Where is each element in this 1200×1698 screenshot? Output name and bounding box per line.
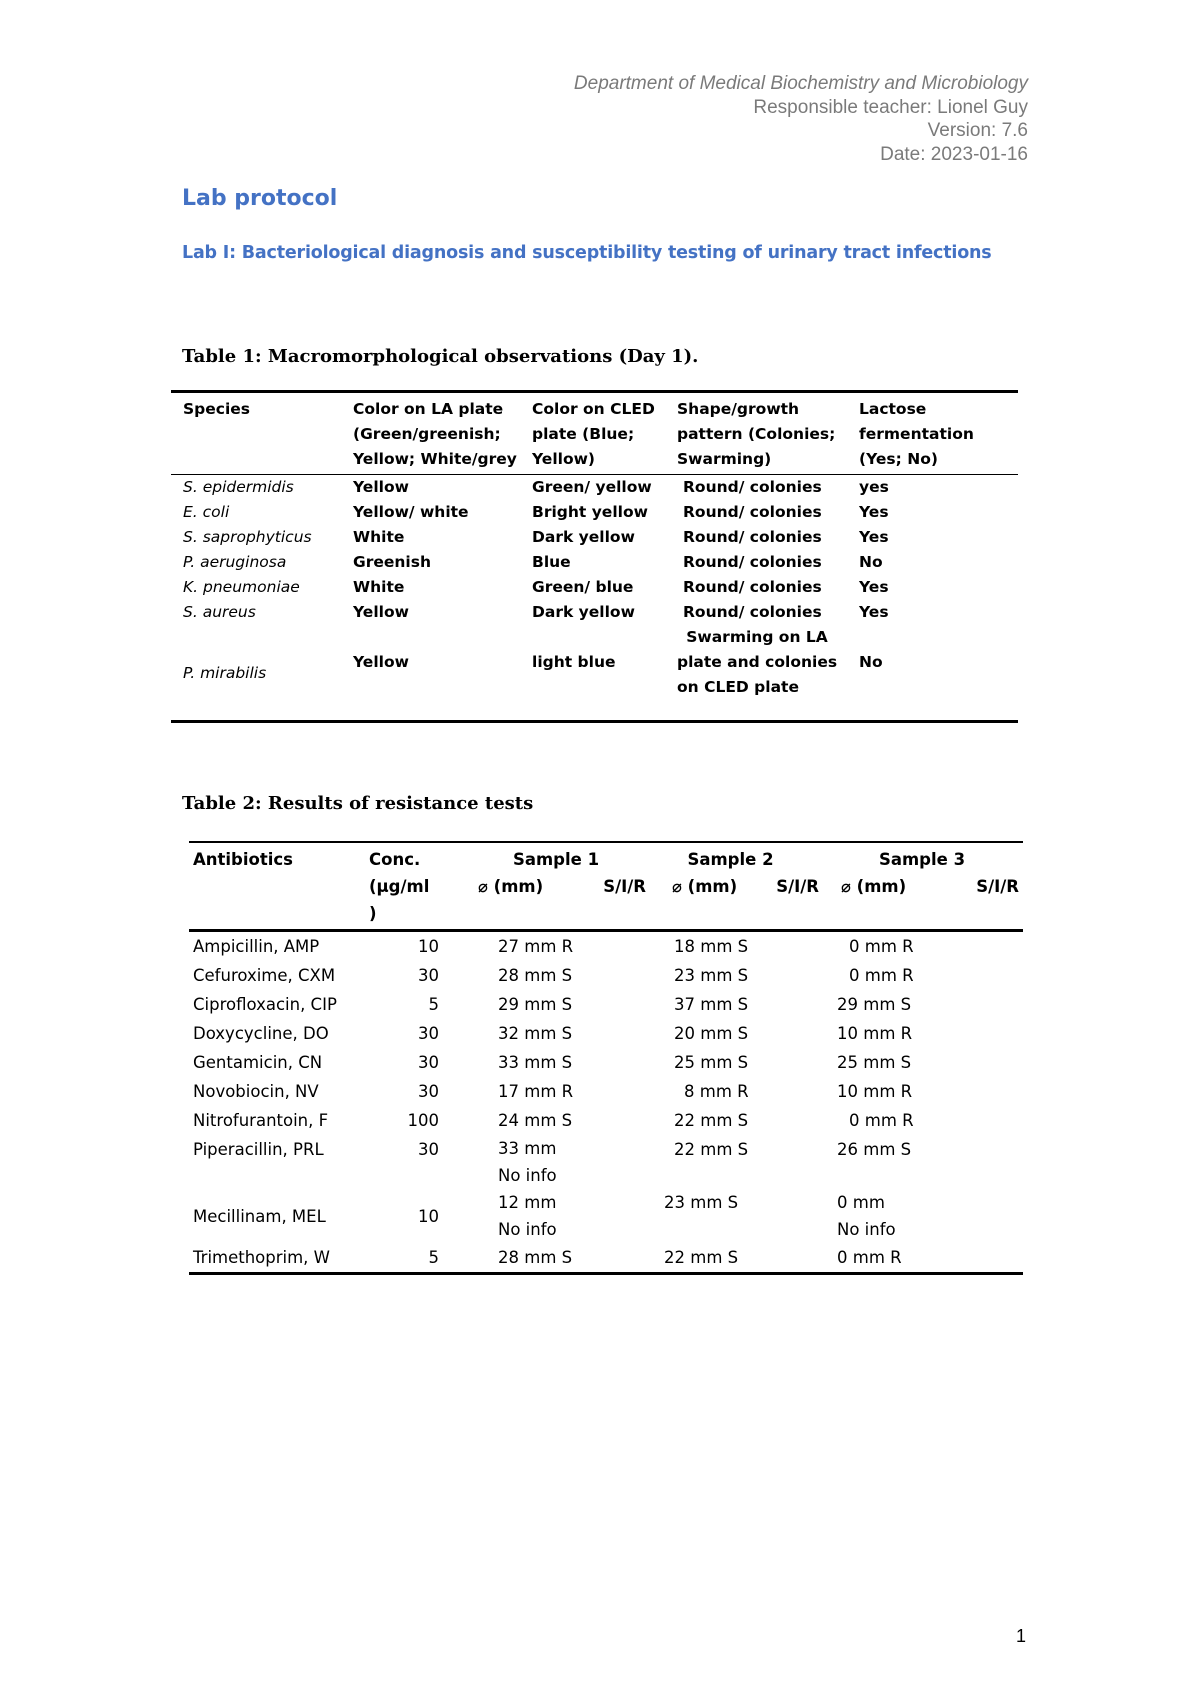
la-color-cell: White: [353, 578, 405, 596]
conc-cell: 5: [428, 1248, 439, 1267]
shape-cell: Round/ colonies: [683, 553, 822, 571]
table-row: [189, 961, 1023, 990]
antibiotic-cell: Trimethoprim, W: [193, 1248, 330, 1267]
table-row: [189, 1106, 1023, 1135]
shape-cell: Round/ colonies: [683, 503, 822, 521]
sample1-cell: 27 mm R: [498, 937, 574, 956]
species-cell: P. mirabilis: [183, 664, 267, 682]
conc-cell: 30: [418, 1053, 439, 1072]
sample1-cell: 12 mm No info: [498, 1193, 557, 1239]
sample2-cell: 22 mm S: [664, 1248, 739, 1267]
antibiotic-cell: Cefuroxime, CXM: [193, 966, 336, 985]
header-sir-3: S/I/R: [943, 873, 1023, 931]
responsible-teacher: Responsible teacher: Lionel Guy: [753, 96, 1028, 118]
table-row: [171, 625, 1018, 722]
antibiotic-cell: Gentamicin, CN: [193, 1053, 323, 1072]
sample3-cell: 25 mm S: [837, 1053, 912, 1072]
header-lactose: Lactose fermentation (Yes; No): [847, 392, 1018, 475]
shape-cell: Swarming on LA plate and colonies on CLED plate: [677, 628, 838, 696]
table-row: [189, 990, 1023, 1019]
antibiotic-cell: Mecillinam, MEL: [193, 1206, 326, 1226]
species-cell: S. aureus: [183, 603, 256, 621]
shape-cell: Round/ colonies: [683, 528, 822, 546]
header-sir-1: S/I/R: [588, 873, 650, 931]
table1-caption: Table 1: Macromorphological observations (Day 1).: [182, 346, 699, 367]
conc-cell: 10: [418, 1206, 439, 1226]
table2-header-row: [189, 842, 1023, 873]
shape-cell: Round/ colonies: [683, 578, 822, 596]
la-color-cell: Yellow: [353, 478, 409, 496]
la-color-cell: Greenish: [353, 553, 431, 571]
conc-cell: 30: [418, 1024, 439, 1043]
sample3-cell: 0 mm R: [849, 966, 914, 985]
lab-title: Lab I: Bacteriological diagnosis and susceptibility testing of urinary tract infections: [182, 243, 992, 263]
species-cell: K. pneumoniae: [183, 578, 300, 596]
header-la-color: Color on LA plate (Green/greenish; Yellow; White/grey: [341, 392, 520, 475]
sample2-cell: 23 mm S: [664, 1193, 739, 1212]
la-color-cell: Yellow: [353, 603, 409, 621]
header-diameter-3: ⌀ (mm): [837, 873, 943, 931]
species-cell: E. coli: [183, 503, 230, 521]
sample2-cell: 37 mm S: [674, 995, 749, 1014]
sample3-cell: 0 mm R: [837, 1248, 902, 1267]
lactose-cell: Yes: [859, 528, 889, 546]
antibiotic-cell: Doxycycline, DO: [193, 1024, 329, 1043]
table2-caption: Table 2: Results of resistance tests: [182, 793, 534, 814]
antibiotic-cell: Ampicillin, AMP: [193, 937, 320, 956]
sample3-cell: 0 mm R: [849, 1111, 914, 1130]
sample2-cell: 23 mm S: [674, 966, 749, 985]
sample1-cell: 17 mm R: [498, 1082, 574, 1101]
table-row: [189, 931, 1023, 962]
sample3-cell: 0 mm R: [849, 937, 914, 956]
header-sir-2: S/I/R: [760, 873, 837, 931]
antibiotic-cell: Nitrofurantoin, F: [193, 1111, 329, 1130]
header-sample-2: Sample 2: [687, 850, 774, 869]
table-row: [171, 575, 1018, 600]
la-color-cell: White: [353, 528, 405, 546]
lactose-cell: No: [859, 653, 883, 671]
antibiotic-cell: Novobiocin, NV: [193, 1082, 319, 1101]
sample1-cell: 29 mm S: [498, 995, 573, 1014]
table-row: [189, 1189, 1023, 1243]
antibiotic-cell: Ciprofloxacin, CIP: [193, 995, 337, 1014]
lactose-cell: yes: [859, 478, 889, 496]
header-conc: Conc.: [369, 850, 421, 869]
species-cell: S. epidermidis: [183, 478, 294, 496]
table-row: [189, 1243, 1023, 1274]
header-diameter-2: ⌀ (mm): [650, 873, 760, 931]
la-color-cell: Yellow: [353, 653, 409, 671]
header-conc-units: (μg/ml ): [369, 873, 443, 931]
antibiotic-cell: Piperacillin, PRL: [193, 1140, 324, 1159]
header-shape: Shape/growth pattern (Colonies; Swarming): [665, 392, 847, 475]
species-cell: P. aeruginosa: [183, 553, 287, 571]
cled-color-cell: Blue: [532, 553, 571, 571]
resistance-table: [189, 841, 1023, 1275]
shape-cell: Round/ colonies: [683, 478, 822, 496]
table2-subheader-row: [189, 873, 1023, 931]
lactose-cell: Yes: [859, 578, 889, 596]
table-row: [189, 1077, 1023, 1106]
cled-color-cell: Dark yellow: [532, 528, 635, 546]
table-row: [171, 600, 1018, 625]
sample1-cell: 24 mm S: [498, 1111, 573, 1130]
sample3-cell: 10 mm R: [837, 1082, 913, 1101]
sample1-cell: 32 mm S: [498, 1024, 573, 1043]
sample3-cell: 10 mm R: [837, 1024, 913, 1043]
header-antibiotics: Antibiotics: [193, 850, 294, 869]
species-cell: S. saprophyticus: [183, 528, 312, 546]
table-row: [189, 1048, 1023, 1077]
sample2-cell: 8 mm R: [684, 1082, 749, 1101]
table-row: [171, 475, 1018, 501]
sample2-cell: 22 mm S: [674, 1140, 749, 1159]
lactose-cell: Yes: [859, 503, 889, 521]
cled-color-cell: Dark yellow: [532, 603, 635, 621]
la-color-cell: Yellow/ white: [353, 503, 469, 521]
header-species: Species: [171, 392, 341, 475]
sample2-cell: 18 mm S: [674, 937, 749, 956]
conc-cell: 30: [418, 1082, 439, 1101]
conc-cell: 100: [407, 1111, 439, 1130]
version-label: Version: 7.6: [927, 120, 1028, 141]
document-header: [574, 72, 1028, 166]
sample1-cell: 33 mm S: [498, 1053, 573, 1072]
conc-cell: 10: [418, 937, 439, 956]
sample3-cell: 0 mm No info: [837, 1193, 896, 1239]
conc-cell: 30: [418, 966, 439, 985]
header-sample-3: Sample 3: [878, 850, 966, 869]
sample1-cell: 28 mm S: [498, 966, 573, 985]
department-name: Department of Medical Biochemistry and Microbiology: [573, 73, 1028, 94]
table-row: [171, 525, 1018, 550]
sample2-cell: 25 mm S: [674, 1053, 749, 1072]
sample3-cell: 29 mm S: [837, 995, 912, 1014]
sample1-cell: 28 mm S: [498, 1248, 573, 1267]
conc-cell: 5: [428, 995, 439, 1014]
page-number: 1: [1015, 1626, 1026, 1646]
header-diameter-1: ⌀ (mm): [478, 873, 588, 931]
lactose-cell: Yes: [859, 603, 889, 621]
header-cled-color: Color on CLED plate (Blue; Yellow): [520, 392, 665, 475]
date-label: Date: 2023-01-16: [880, 143, 1028, 165]
conc-cell: 30: [418, 1140, 439, 1159]
cled-color-cell: Bright yellow: [532, 503, 648, 521]
sample2-cell: 22 mm S: [674, 1111, 749, 1130]
macromorphology-table: [171, 390, 1018, 723]
table-row: [171, 500, 1018, 525]
sample3-cell: 26 mm S: [837, 1140, 912, 1159]
table-row: [189, 1135, 1023, 1189]
cled-color-cell: Green/ blue: [532, 578, 634, 596]
shape-cell: Round/ colonies: [683, 603, 822, 621]
cled-color-cell: Green/ yellow: [532, 478, 652, 496]
document-title: Lab protocol: [182, 186, 338, 211]
table1-header-row: [171, 392, 1018, 475]
sample1-cell: 33 mm No info: [498, 1139, 557, 1185]
sample2-cell: 20 mm S: [674, 1024, 749, 1043]
header-sample-1: Sample 1: [512, 850, 600, 869]
table-row: [171, 550, 1018, 575]
cled-color-cell: light blue: [532, 653, 616, 671]
lactose-cell: No: [859, 553, 883, 571]
table-row: [189, 1019, 1023, 1048]
